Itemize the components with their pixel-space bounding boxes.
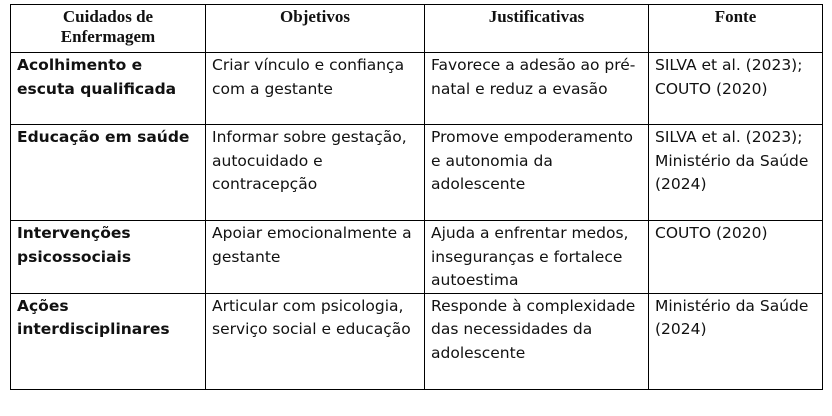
cell-objetivo: Informar sobre gestação, autocuidado e contracepção [206,125,425,221]
cell-fonte: Ministério da Saúde (2024) [649,293,823,389]
table-row [11,221,823,294]
cell-justificativa: Favorece a adesão ao pré-natal e reduz a evasão [425,53,649,125]
cell-justificativa: Responde à complexidade das necessidades da adolescente [425,293,649,389]
header-fonte: Fonte [649,5,823,53]
header-objetivos: Objetivos [206,5,425,53]
header-justificativas: Justificativas [425,5,649,53]
cell-fonte: COUTO (2020) [649,221,823,294]
cell-justificativa: Promove empoderamento e autonomia da adolescente [425,125,649,221]
cell-cuidado: Ações interdisciplinares [11,293,206,389]
cell-cuidado: Acolhimento e escuta qualificada [11,53,206,125]
cell-objetivo: Criar vínculo e confiança com a gestante [206,53,425,125]
cell-cuidado: Educação em saúde [11,125,206,221]
cell-justificativa: Ajuda a enfrentar medos, inseguranças e fortalece autoestima [425,221,649,294]
nursing-care-table [10,4,823,390]
table-row [11,53,823,125]
table-row [11,293,823,389]
cell-objetivo: Apoiar emocionalmente a gestante [206,221,425,294]
cell-fonte: SILVA et al. (2023); COUTO (2020) [649,53,823,125]
cell-fonte: SILVA et al. (2023); Ministério da Saúde (2024) [649,125,823,221]
table-row [11,125,823,221]
table-header-row [11,5,823,53]
header-cuidados: Cuidados de Enfermagem [11,5,206,53]
cell-objetivo: Articular com psicologia, serviço social e educação [206,293,425,389]
cell-cuidado: Intervenções psicossociais [11,221,206,294]
